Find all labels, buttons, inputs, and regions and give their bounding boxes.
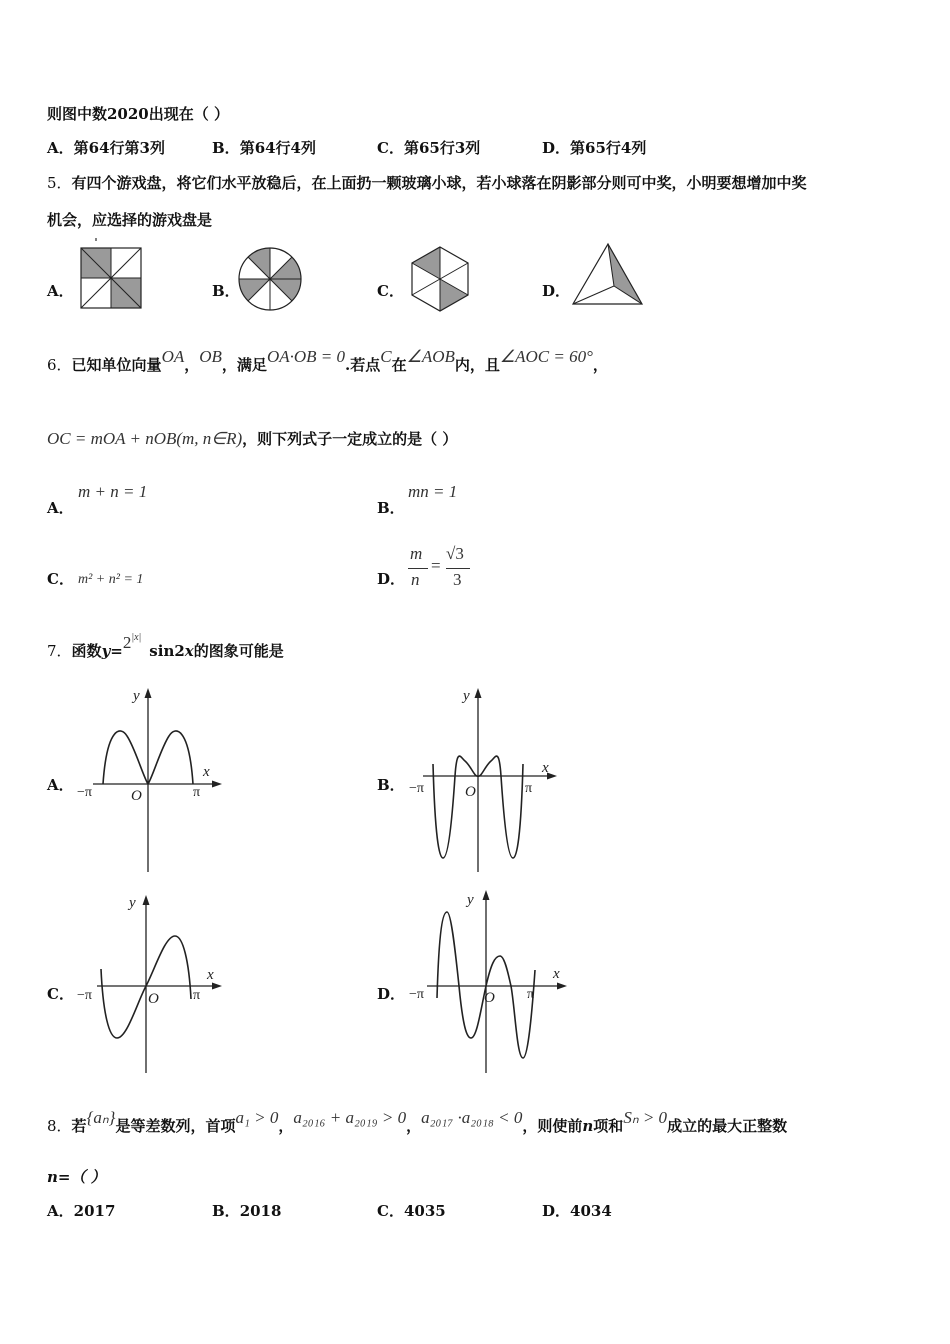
exponent: |x| bbox=[131, 632, 142, 643]
q5-board-b[interactable] bbox=[238, 247, 302, 311]
neg-pi-label: −π bbox=[77, 785, 92, 800]
vector-expression: OC = mOA + nOB(m, n∈R) bbox=[47, 429, 243, 448]
option-label: C． bbox=[377, 139, 404, 157]
point-c: C bbox=[380, 347, 392, 366]
axis-y-label: y bbox=[129, 895, 136, 911]
q5-line2: 机会，应选择的游戏盘是 bbox=[47, 211, 213, 229]
condition-sn: Sₙ > 0 bbox=[623, 1108, 668, 1127]
option-label: A． bbox=[47, 139, 74, 157]
option-label: C． bbox=[377, 1202, 404, 1220]
q5-label-c[interactable]: C． bbox=[377, 282, 404, 300]
neg-pi-label: −π bbox=[409, 781, 424, 796]
axis-x-label: x bbox=[553, 966, 560, 982]
fraction-numerator: √3 bbox=[446, 544, 464, 563]
q6-label-a[interactable]: A． bbox=[47, 499, 74, 517]
q8-option-c[interactable] bbox=[377, 1200, 446, 1221]
q8-text: 若 bbox=[71, 1117, 87, 1135]
pi-label: π bbox=[193, 988, 201, 1003]
q7-graph-b[interactable] bbox=[405, 686, 565, 876]
comma: ， bbox=[592, 356, 608, 374]
q6-line1 bbox=[47, 347, 608, 375]
axis-y-label: y bbox=[133, 688, 140, 704]
q6-text: 内，且 bbox=[454, 356, 500, 374]
q4-option-a[interactable] bbox=[47, 137, 165, 158]
q8-text: ，则使前 bbox=[522, 1117, 583, 1135]
exponent-base: 2 bbox=[122, 633, 132, 652]
condition-sum: a₂₀₁₆ + a₂₀₁₉ > 0 bbox=[293, 1108, 407, 1127]
q6-text: 已知单位向量 bbox=[71, 356, 162, 374]
comma: ， bbox=[278, 1117, 294, 1135]
q4-option-b[interactable] bbox=[212, 137, 316, 158]
fraction-numerator: m bbox=[410, 544, 423, 563]
question-number: 8． bbox=[47, 1117, 72, 1135]
q6-option-b-expr: mn = 1 bbox=[408, 482, 458, 501]
origin-label: O bbox=[484, 990, 495, 1006]
q5-text: 有四个游戏盘，将它们水平放稳后，在上面扔一颗玻璃小球，若小球落在阴影部分则可中奖，小明要想增加中奖 bbox=[71, 174, 807, 192]
option-label: D． bbox=[542, 1202, 571, 1220]
option-text: 第64行4列 bbox=[239, 139, 316, 157]
neg-pi-label: −π bbox=[77, 988, 92, 1003]
q7-graph-a[interactable] bbox=[75, 686, 225, 876]
condition-a1: a₁ > 0 bbox=[235, 1108, 279, 1127]
pi-label: π bbox=[193, 785, 201, 800]
axis-x-label: x bbox=[542, 760, 549, 776]
q5-label-b[interactable]: B． bbox=[212, 282, 240, 300]
q8-text: 成立的最大正整数 bbox=[667, 1117, 788, 1135]
option-text: 第65行3列 bbox=[403, 139, 481, 157]
option-text: 4035 bbox=[403, 1202, 446, 1220]
vector-oa: OA bbox=[161, 347, 185, 366]
q6-label-c[interactable]: C． bbox=[47, 570, 74, 588]
option-text: 2017 bbox=[73, 1202, 116, 1220]
q6-text: 在 bbox=[391, 356, 407, 374]
q7-label-d[interactable]: D． bbox=[377, 985, 406, 1003]
comma: ， bbox=[406, 1117, 422, 1135]
q4-option-d[interactable] bbox=[542, 137, 646, 158]
q7-line bbox=[47, 632, 284, 661]
option-text: 第65行4列 bbox=[570, 139, 647, 157]
q6-text: .若点 bbox=[344, 356, 381, 374]
option-label: B． bbox=[212, 139, 240, 157]
equals-sign: = bbox=[431, 556, 441, 575]
question-number: 6． bbox=[47, 356, 72, 374]
q8-option-b[interactable] bbox=[212, 1200, 281, 1221]
axis-y-label: y bbox=[467, 892, 474, 908]
condition-product: a₂₀₁₇ ·a₂₀₁₈ < 0 bbox=[421, 1108, 523, 1127]
q8-option-d[interactable] bbox=[542, 1200, 612, 1221]
q6-option-c-expr: m² + n² = 1 bbox=[78, 572, 144, 587]
comma: ， bbox=[184, 356, 200, 374]
q6-option-a-expr: m + n = 1 bbox=[78, 482, 148, 501]
q8-line2: n=（ ） bbox=[47, 1168, 106, 1186]
option-text: 2018 bbox=[239, 1202, 282, 1220]
q7-label-a[interactable]: A． bbox=[47, 776, 74, 794]
var-n: n bbox=[582, 1117, 594, 1135]
q8-line1 bbox=[47, 1108, 788, 1136]
origin-label: O bbox=[131, 788, 142, 804]
angle-aob: ∠AOB bbox=[406, 347, 455, 366]
sequence-expr: {aₙ} bbox=[86, 1108, 116, 1127]
q6-label-b[interactable]: B． bbox=[377, 499, 405, 517]
axis-x-label: x bbox=[203, 764, 210, 780]
fraction-bar bbox=[446, 568, 470, 569]
var-x: x bbox=[184, 642, 194, 660]
axis-x-label: x bbox=[207, 967, 214, 983]
q7-graph-c[interactable] bbox=[75, 893, 225, 1083]
origin-label: O bbox=[148, 991, 159, 1007]
var-y: y bbox=[101, 642, 111, 660]
option-label: B． bbox=[212, 1202, 240, 1220]
q6-text: ，满足 bbox=[221, 356, 267, 374]
q5-board-d[interactable] bbox=[570, 242, 646, 308]
q4-stem: 则图中数2020出现在（ ） bbox=[47, 105, 229, 123]
q6-option-d-expr bbox=[406, 544, 476, 592]
q5-label-d[interactable]: D． bbox=[542, 282, 571, 300]
q7-text: 的图象可能是 bbox=[193, 642, 284, 660]
pi-label: π bbox=[527, 987, 535, 1002]
q5-label-a[interactable]: A． bbox=[47, 282, 74, 300]
q6-label-d[interactable]: D． bbox=[377, 570, 406, 588]
q8-text: 项和 bbox=[593, 1117, 624, 1135]
pi-label: π bbox=[525, 781, 533, 796]
question-number: 7． bbox=[47, 642, 72, 660]
q8-option-a[interactable] bbox=[47, 1200, 115, 1221]
option-text: 第64行第3列 bbox=[73, 139, 165, 157]
vector-ob: OB bbox=[199, 347, 222, 366]
q6-text: ，则下列式子一定成立的是（ ） bbox=[242, 430, 458, 448]
question-number: 5． bbox=[47, 174, 72, 192]
fraction-bar bbox=[408, 568, 428, 569]
origin-label: O bbox=[465, 784, 476, 800]
q6-line2 bbox=[47, 428, 457, 449]
q8-text: 是等差数列，首项 bbox=[115, 1117, 236, 1135]
neg-pi-label: −π bbox=[409, 987, 424, 1002]
q5-board-a[interactable] bbox=[80, 238, 142, 310]
fraction-denominator: 3 bbox=[453, 570, 462, 589]
q5-board-c[interactable] bbox=[409, 247, 471, 313]
q5-line1 bbox=[47, 172, 807, 193]
q7-graph-d[interactable] bbox=[405, 888, 575, 1078]
q7-text: 函数 bbox=[71, 642, 102, 660]
option-label: A． bbox=[47, 1202, 74, 1220]
dot-product-condition: OA·OB = 0 bbox=[266, 347, 345, 366]
option-label: D． bbox=[542, 139, 571, 157]
axis-y-label: y bbox=[463, 688, 470, 704]
angle-aoc: ∠AOC = 60° bbox=[499, 347, 593, 366]
q7-label-c[interactable]: C． bbox=[47, 985, 74, 1003]
equals-sign: = bbox=[110, 642, 123, 660]
fraction-denominator: n bbox=[411, 570, 420, 589]
sin-text: sin2 bbox=[149, 642, 185, 660]
option-text: 4034 bbox=[570, 1202, 612, 1220]
q4-option-c[interactable] bbox=[377, 137, 480, 158]
q7-label-b[interactable]: B． bbox=[377, 776, 405, 794]
